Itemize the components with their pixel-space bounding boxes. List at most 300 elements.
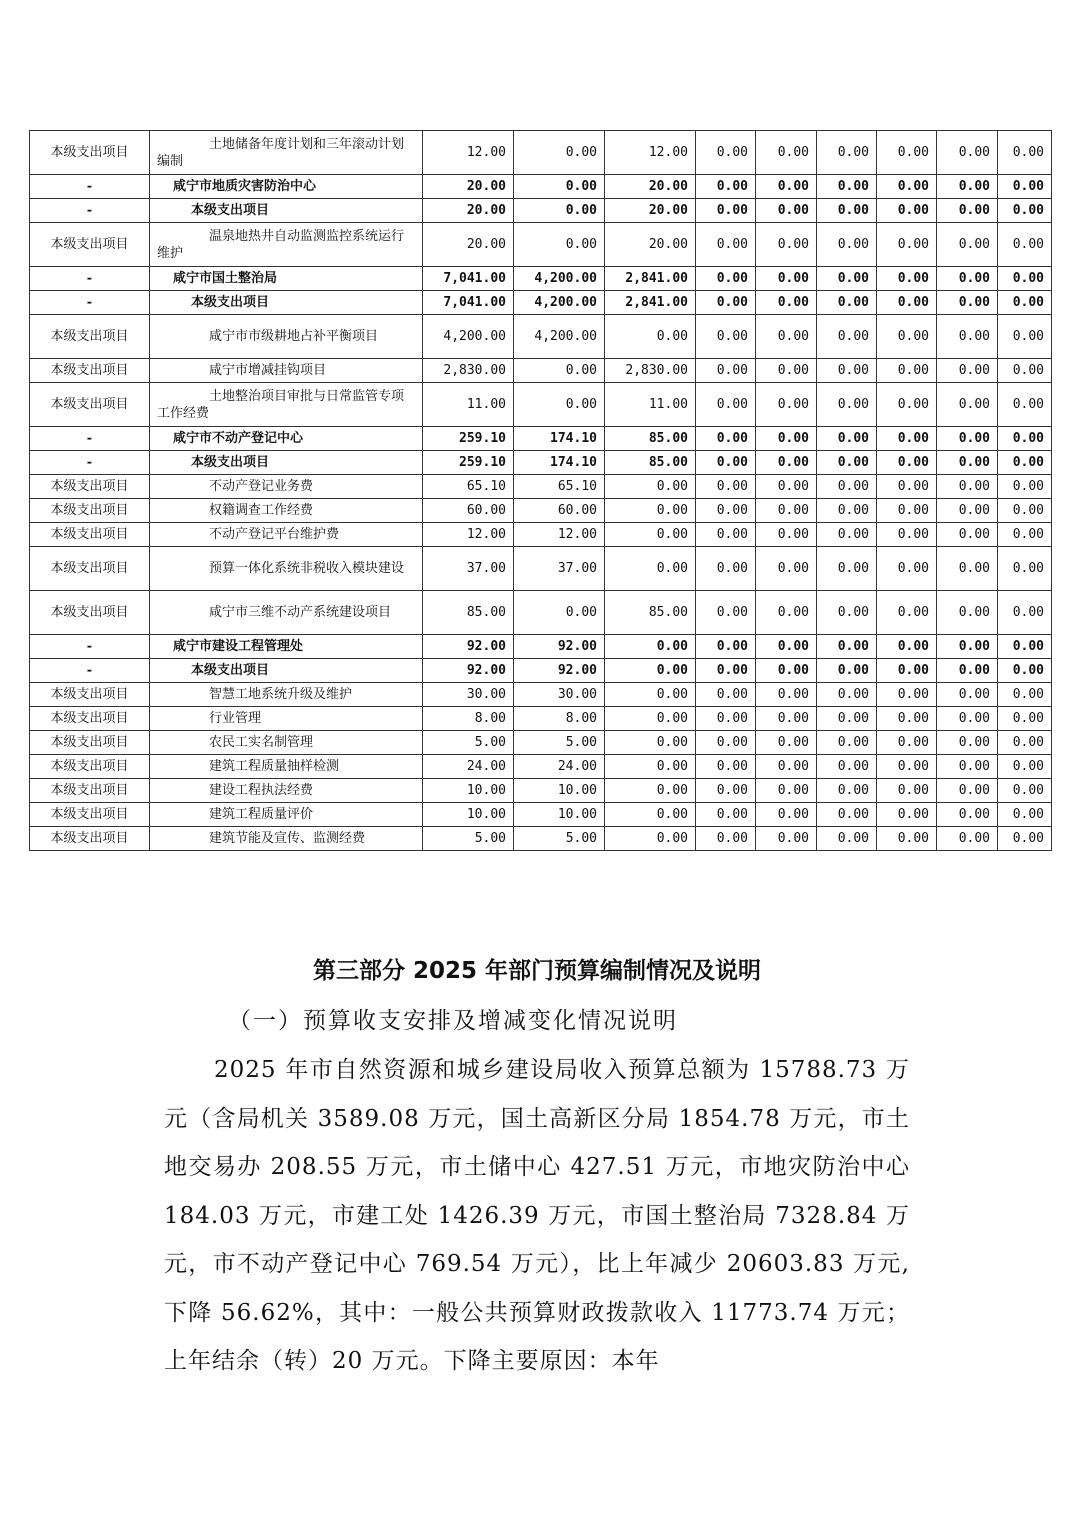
- item-name-text: 不动产登记平台维护费: [209, 527, 340, 542]
- cell-amount: 0.00: [605, 731, 696, 755]
- cell-amount: 0.00: [817, 755, 877, 779]
- cell-amount: 0.00: [696, 131, 756, 175]
- cell-amount: 0.00: [696, 499, 756, 523]
- cell-amount: 10.00: [514, 779, 605, 803]
- cell-item-name: [150, 827, 423, 851]
- cell-amount: 5.00: [423, 827, 514, 851]
- item-name-text: 建筑工程质量抽样检测: [209, 759, 340, 774]
- cell-amount: 0.00: [877, 635, 937, 659]
- cell-amount: 0.00: [756, 131, 817, 175]
- cell-amount: 0.00: [998, 591, 1052, 635]
- cell-amount: 0.00: [877, 427, 937, 451]
- cell-item-type: 本级支出项目: [30, 827, 150, 851]
- table-row: [30, 591, 1052, 635]
- cell-amount: 0.00: [696, 475, 756, 499]
- cell-amount: 0.00: [937, 451, 998, 475]
- table-row: [30, 199, 1052, 223]
- cell-amount: 0.00: [937, 827, 998, 851]
- cell-amount: 10.00: [514, 803, 605, 827]
- cell-amount: 0.00: [998, 707, 1052, 731]
- cell-item-type: -: [30, 267, 150, 291]
- cell-amount: 0.00: [696, 779, 756, 803]
- cell-amount: 0.00: [605, 827, 696, 851]
- cell-amount: 0.00: [817, 475, 877, 499]
- cell-amount: 85.00: [605, 451, 696, 475]
- table-row: [30, 731, 1052, 755]
- cell-amount: 0.00: [696, 683, 756, 707]
- cell-amount: 0.00: [605, 499, 696, 523]
- cell-amount: 0.00: [756, 779, 817, 803]
- item-name-text: 不动产登记业务费: [209, 479, 314, 494]
- cell-item-type: 本级支出项目: [30, 707, 150, 731]
- cell-item-name: [150, 707, 423, 731]
- cell-amount: 0.00: [696, 359, 756, 383]
- item-name-text: 温泉地热井自动监测监控系统运行维护: [157, 228, 405, 261]
- item-name-text: 本级支出项目: [191, 663, 270, 678]
- cell-amount: 0.00: [696, 659, 756, 683]
- cell-amount: 92.00: [423, 635, 514, 659]
- cell-item-type: -: [30, 199, 150, 223]
- cell-amount: 0.00: [877, 383, 937, 427]
- cell-amount: 12.00: [423, 523, 514, 547]
- cell-item-name: [150, 755, 423, 779]
- item-name-text: 权籍调查工作经费: [209, 503, 314, 518]
- cell-amount: 0.00: [817, 523, 877, 547]
- item-name-text: 本级支出项目: [191, 455, 270, 470]
- cell-amount: 0.00: [756, 755, 817, 779]
- cell-amount: 0.00: [696, 635, 756, 659]
- cell-amount: 0.00: [756, 267, 817, 291]
- table-row: [30, 223, 1052, 267]
- item-name-text: 建筑节能及宣传、监测经费: [209, 831, 366, 846]
- cell-amount: 0.00: [756, 499, 817, 523]
- cell-amount: 0.00: [937, 131, 998, 175]
- cell-amount: 60.00: [423, 499, 514, 523]
- cell-item-name: [150, 199, 423, 223]
- table-row: [30, 827, 1052, 851]
- cell-amount: 0.00: [817, 731, 877, 755]
- cell-amount: 11.00: [423, 383, 514, 427]
- cell-amount: 0.00: [937, 223, 998, 267]
- cell-amount: 0.00: [877, 707, 937, 731]
- cell-amount: 0.00: [817, 827, 877, 851]
- table-row: [30, 659, 1052, 683]
- cell-item-type: 本级支出项目: [30, 315, 150, 359]
- cell-amount: 0.00: [998, 267, 1052, 291]
- item-name-text: 建设工程执法经费: [209, 783, 314, 798]
- cell-amount: 0.00: [605, 683, 696, 707]
- table-row: [30, 523, 1052, 547]
- section-subheading: （一）预算收支安排及增减变化情况说明: [228, 1008, 678, 1034]
- cell-item-name: [150, 803, 423, 827]
- item-name-text: 预算一体化系统非税收入模块建设: [209, 561, 405, 576]
- cell-amount: 0.00: [605, 523, 696, 547]
- cell-amount: 11.00: [605, 383, 696, 427]
- cell-amount: 0.00: [514, 359, 605, 383]
- budget-table: [29, 130, 1052, 851]
- item-name-text: 咸宁市国土整治局: [173, 271, 278, 286]
- cell-amount: 85.00: [423, 591, 514, 635]
- cell-amount: 0.00: [877, 475, 937, 499]
- cell-amount: 0.00: [605, 475, 696, 499]
- cell-amount: 0.00: [817, 291, 877, 315]
- cell-amount: 0.00: [817, 427, 877, 451]
- cell-amount: 0.00: [756, 199, 817, 223]
- cell-amount: 0.00: [817, 223, 877, 267]
- cell-amount: 0.00: [817, 359, 877, 383]
- cell-amount: 0.00: [937, 523, 998, 547]
- cell-amount: 0.00: [605, 315, 696, 359]
- cell-amount: 0.00: [877, 803, 937, 827]
- cell-amount: 0.00: [998, 291, 1052, 315]
- cell-amount: 2,841.00: [605, 291, 696, 315]
- cell-item-type: 本级支出项目: [30, 359, 150, 383]
- cell-amount: 0.00: [998, 731, 1052, 755]
- cell-amount: 0.00: [605, 659, 696, 683]
- cell-item-type: 本级支出项目: [30, 683, 150, 707]
- cell-item-name: [150, 267, 423, 291]
- cell-amount: 0.00: [937, 475, 998, 499]
- cell-item-name: [150, 547, 423, 591]
- cell-amount: 0.00: [696, 827, 756, 851]
- section-title: 第三部分 2025 年部门预算编制情况及说明: [312, 958, 762, 984]
- cell-amount: 4,200.00: [514, 267, 605, 291]
- cell-amount: 0.00: [514, 131, 605, 175]
- cell-item-name: [150, 779, 423, 803]
- cell-amount: 0.00: [696, 199, 756, 223]
- cell-amount: 0.00: [696, 547, 756, 591]
- item-name-text: 农民工实名制管理: [209, 735, 314, 750]
- cell-amount: 0.00: [937, 427, 998, 451]
- cell-amount: 259.10: [423, 427, 514, 451]
- cell-amount: 0.00: [817, 383, 877, 427]
- cell-amount: 5.00: [514, 827, 605, 851]
- cell-amount: 0.00: [998, 827, 1052, 851]
- cell-amount: 37.00: [423, 547, 514, 591]
- cell-amount: 0.00: [756, 175, 817, 199]
- cell-amount: 0.00: [514, 591, 605, 635]
- cell-amount: 0.00: [817, 591, 877, 635]
- item-name-text: 土地储备年度计划和三年滚动计划编制: [157, 136, 405, 169]
- cell-amount: 24.00: [514, 755, 605, 779]
- cell-amount: 0.00: [937, 731, 998, 755]
- cell-amount: 0.00: [756, 315, 817, 359]
- cell-amount: 0.00: [696, 731, 756, 755]
- cell-amount: 0.00: [998, 223, 1052, 267]
- cell-amount: 30.00: [514, 683, 605, 707]
- cell-amount: 8.00: [423, 707, 514, 731]
- cell-amount: 0.00: [877, 499, 937, 523]
- cell-amount: 37.00: [514, 547, 605, 591]
- cell-item-name: [150, 475, 423, 499]
- cell-amount: 0.00: [877, 779, 937, 803]
- table-row: [30, 427, 1052, 451]
- item-name-text: 本级支出项目: [191, 203, 270, 218]
- cell-amount: 0.00: [756, 451, 817, 475]
- cell-item-name: [150, 499, 423, 523]
- cell-amount: 0.00: [514, 175, 605, 199]
- cell-item-type: 本级支出项目: [30, 499, 150, 523]
- cell-item-name: [150, 427, 423, 451]
- cell-amount: 0.00: [696, 383, 756, 427]
- cell-amount: 0.00: [877, 659, 937, 683]
- cell-item-name: [150, 315, 423, 359]
- cell-amount: 259.10: [423, 451, 514, 475]
- cell-item-type: 本级支出项目: [30, 547, 150, 591]
- cell-amount: 0.00: [817, 267, 877, 291]
- cell-item-name: [150, 635, 423, 659]
- cell-amount: 0.00: [817, 547, 877, 591]
- cell-amount: 0.00: [937, 635, 998, 659]
- cell-amount: 0.00: [514, 223, 605, 267]
- cell-item-name: [150, 451, 423, 475]
- cell-amount: 0.00: [937, 359, 998, 383]
- cell-amount: 0.00: [756, 523, 817, 547]
- cell-amount: 0.00: [756, 683, 817, 707]
- cell-amount: 5.00: [514, 731, 605, 755]
- cell-amount: 0.00: [998, 475, 1052, 499]
- cell-amount: 0.00: [998, 131, 1052, 175]
- budget-table-body: [30, 131, 1052, 851]
- cell-amount: 0.00: [605, 803, 696, 827]
- cell-amount: 2,841.00: [605, 267, 696, 291]
- cell-amount: 0.00: [937, 383, 998, 427]
- cell-item-type: 本级支出项目: [30, 523, 150, 547]
- cell-amount: 0.00: [756, 803, 817, 827]
- cell-amount: 20.00: [423, 223, 514, 267]
- cell-amount: 0.00: [937, 803, 998, 827]
- cell-amount: 0.00: [696, 451, 756, 475]
- cell-amount: 174.10: [514, 427, 605, 451]
- cell-amount: 0.00: [998, 755, 1052, 779]
- cell-amount: 0.00: [756, 591, 817, 635]
- cell-amount: 0.00: [696, 803, 756, 827]
- table-row: [30, 315, 1052, 359]
- cell-item-name: [150, 591, 423, 635]
- cell-amount: 65.10: [514, 475, 605, 499]
- cell-amount: 8.00: [514, 707, 605, 731]
- item-name-text: 行业管理: [209, 711, 262, 726]
- cell-amount: 0.00: [998, 175, 1052, 199]
- cell-amount: 0.00: [937, 591, 998, 635]
- cell-amount: 0.00: [514, 199, 605, 223]
- cell-item-type: 本级支出项目: [30, 383, 150, 427]
- cell-item-name: [150, 659, 423, 683]
- cell-amount: 0.00: [937, 291, 998, 315]
- cell-amount: 0.00: [877, 755, 937, 779]
- cell-amount: 92.00: [514, 635, 605, 659]
- cell-amount: 0.00: [998, 523, 1052, 547]
- cell-amount: 0.00: [937, 199, 998, 223]
- budget-table-container: [29, 130, 1051, 851]
- table-row: [30, 131, 1052, 175]
- cell-amount: 0.00: [998, 499, 1052, 523]
- cell-amount: 0.00: [877, 451, 937, 475]
- item-name-text: 咸宁市地质灾害防治中心: [173, 179, 317, 194]
- cell-item-type: 本级支出项目: [30, 731, 150, 755]
- cell-amount: 0.00: [514, 383, 605, 427]
- cell-item-type: -: [30, 451, 150, 475]
- cell-amount: 92.00: [514, 659, 605, 683]
- cell-amount: 0.00: [756, 383, 817, 427]
- item-name-text: 土地整治项目审批与日常监管专项工作经费: [157, 388, 405, 421]
- cell-amount: 0.00: [937, 779, 998, 803]
- cell-amount: 0.00: [937, 683, 998, 707]
- cell-amount: 0.00: [877, 827, 937, 851]
- cell-amount: 0.00: [696, 427, 756, 451]
- cell-amount: 0.00: [756, 731, 817, 755]
- cell-amount: 7,041.00: [423, 291, 514, 315]
- cell-amount: 0.00: [817, 803, 877, 827]
- cell-amount: 0.00: [817, 635, 877, 659]
- cell-amount: 0.00: [756, 659, 817, 683]
- cell-amount: 5.00: [423, 731, 514, 755]
- cell-item-type: -: [30, 659, 150, 683]
- table-row: [30, 635, 1052, 659]
- cell-amount: 0.00: [817, 175, 877, 199]
- cell-amount: 60.00: [514, 499, 605, 523]
- cell-amount: 0.00: [998, 547, 1052, 591]
- cell-amount: 0.00: [877, 523, 937, 547]
- cell-item-name: [150, 731, 423, 755]
- cell-amount: 4,200.00: [514, 315, 605, 359]
- cell-amount: 20.00: [423, 199, 514, 223]
- table-row: [30, 755, 1052, 779]
- cell-item-type: -: [30, 291, 150, 315]
- cell-amount: 0.00: [998, 359, 1052, 383]
- cell-amount: 0.00: [937, 315, 998, 359]
- cell-amount: 0.00: [937, 499, 998, 523]
- cell-amount: 0.00: [877, 175, 937, 199]
- cell-item-name: [150, 523, 423, 547]
- table-row: [30, 475, 1052, 499]
- cell-amount: 0.00: [937, 755, 998, 779]
- cell-amount: 12.00: [605, 131, 696, 175]
- table-row: [30, 359, 1052, 383]
- cell-amount: 7,041.00: [423, 267, 514, 291]
- cell-item-type: 本级支出项目: [30, 803, 150, 827]
- item-name-text: 咸宁市不动产登记中心: [173, 431, 304, 446]
- table-row: [30, 547, 1052, 591]
- cell-amount: 0.00: [998, 451, 1052, 475]
- table-row: [30, 451, 1052, 475]
- cell-amount: 0.00: [756, 635, 817, 659]
- cell-amount: 0.00: [756, 359, 817, 383]
- table-row: [30, 779, 1052, 803]
- table-row: [30, 803, 1052, 827]
- table-row: [30, 707, 1052, 731]
- cell-amount: 10.00: [423, 779, 514, 803]
- cell-amount: 0.00: [937, 175, 998, 199]
- cell-amount: 0.00: [998, 199, 1052, 223]
- item-name-text: 咸宁市市级耕地占补平衡项目: [209, 329, 379, 344]
- cell-amount: 0.00: [696, 591, 756, 635]
- cell-amount: 0.00: [877, 267, 937, 291]
- cell-amount: 30.00: [423, 683, 514, 707]
- cell-amount: 10.00: [423, 803, 514, 827]
- cell-amount: 0.00: [937, 267, 998, 291]
- cell-amount: 0.00: [817, 659, 877, 683]
- cell-amount: 0.00: [605, 779, 696, 803]
- cell-amount: 0.00: [756, 291, 817, 315]
- cell-amount: 0.00: [817, 779, 877, 803]
- cell-item-type: 本级支出项目: [30, 475, 150, 499]
- cell-amount: 65.10: [423, 475, 514, 499]
- cell-amount: 0.00: [817, 499, 877, 523]
- cell-amount: 0.00: [756, 427, 817, 451]
- cell-amount: 0.00: [817, 683, 877, 707]
- cell-amount: 24.00: [423, 755, 514, 779]
- item-name-text: 咸宁市建设工程管理处: [173, 639, 304, 654]
- body-paragraph: 2025 年市自然资源和城乡建设局收入预算总额为 15788.73 万元（含局机关 3589.08 万元，国土高新区分局 1854.78 万元，市土地交易办 208.55 万元，市土储中心 427.51 万元，市地灾防治中心 184.03 万元，市建工处 1426.39 万元，市国土整治局 7328.84 万元，市不动产登记中心 769.54 万元），比上年减少 20603.83 万元,下降 56.62%，其中：一般公共预算财政拨款收入 11773.74 万元；上年结余（转）20 万元。下降主要原因：本年: [164, 1057, 910, 1374]
- cell-amount: 0.00: [998, 635, 1052, 659]
- cell-item-name: [150, 175, 423, 199]
- cell-amount: 4,200.00: [423, 315, 514, 359]
- cell-amount: 20.00: [605, 223, 696, 267]
- cell-amount: 0.00: [696, 315, 756, 359]
- cell-amount: 0.00: [605, 707, 696, 731]
- cell-amount: 0.00: [696, 175, 756, 199]
- cell-amount: 4,200.00: [514, 291, 605, 315]
- cell-amount: 0.00: [696, 291, 756, 315]
- cell-amount: 0.00: [696, 707, 756, 731]
- cell-amount: 2,830.00: [423, 359, 514, 383]
- cell-amount: 0.00: [937, 659, 998, 683]
- item-name-text: 建筑工程质量评价: [209, 807, 314, 822]
- cell-amount: 2,830.00: [605, 359, 696, 383]
- item-name-text: 咸宁市增减挂钩项目: [209, 363, 327, 378]
- cell-item-type: 本级支出项目: [30, 223, 150, 267]
- cell-item-type: 本级支出项目: [30, 755, 150, 779]
- cell-amount: 0.00: [877, 731, 937, 755]
- cell-amount: 0.00: [756, 223, 817, 267]
- cell-item-name: [150, 383, 423, 427]
- table-row: [30, 683, 1052, 707]
- cell-amount: 0.00: [696, 223, 756, 267]
- cell-amount: 0.00: [998, 779, 1052, 803]
- cell-amount: 0.00: [877, 291, 937, 315]
- cell-item-type: -: [30, 635, 150, 659]
- cell-amount: 0.00: [817, 131, 877, 175]
- cell-item-name: [150, 131, 423, 175]
- cell-amount: 0.00: [756, 547, 817, 591]
- cell-amount: 0.00: [937, 707, 998, 731]
- cell-amount: 20.00: [605, 175, 696, 199]
- cell-item-type: -: [30, 175, 150, 199]
- item-name-text: 本级支出项目: [191, 295, 270, 310]
- table-row: [30, 383, 1052, 427]
- cell-amount: 12.00: [514, 523, 605, 547]
- cell-amount: 0.00: [877, 223, 937, 267]
- cell-amount: 0.00: [998, 803, 1052, 827]
- cell-amount: 0.00: [696, 755, 756, 779]
- cell-amount: 0.00: [696, 267, 756, 291]
- cell-amount: 0.00: [877, 547, 937, 591]
- cell-item-type: 本级支出项目: [30, 779, 150, 803]
- cell-amount: 0.00: [817, 707, 877, 731]
- item-name-text: 智慧工地系统升级及维护: [209, 687, 353, 702]
- cell-amount: 0.00: [817, 199, 877, 223]
- table-row: [30, 267, 1052, 291]
- cell-amount: 85.00: [605, 427, 696, 451]
- cell-amount: 0.00: [937, 547, 998, 591]
- cell-amount: 0.00: [998, 427, 1052, 451]
- cell-amount: 0.00: [877, 359, 937, 383]
- cell-amount: 92.00: [423, 659, 514, 683]
- cell-amount: 0.00: [877, 591, 937, 635]
- table-row: [30, 291, 1052, 315]
- cell-amount: 0.00: [756, 827, 817, 851]
